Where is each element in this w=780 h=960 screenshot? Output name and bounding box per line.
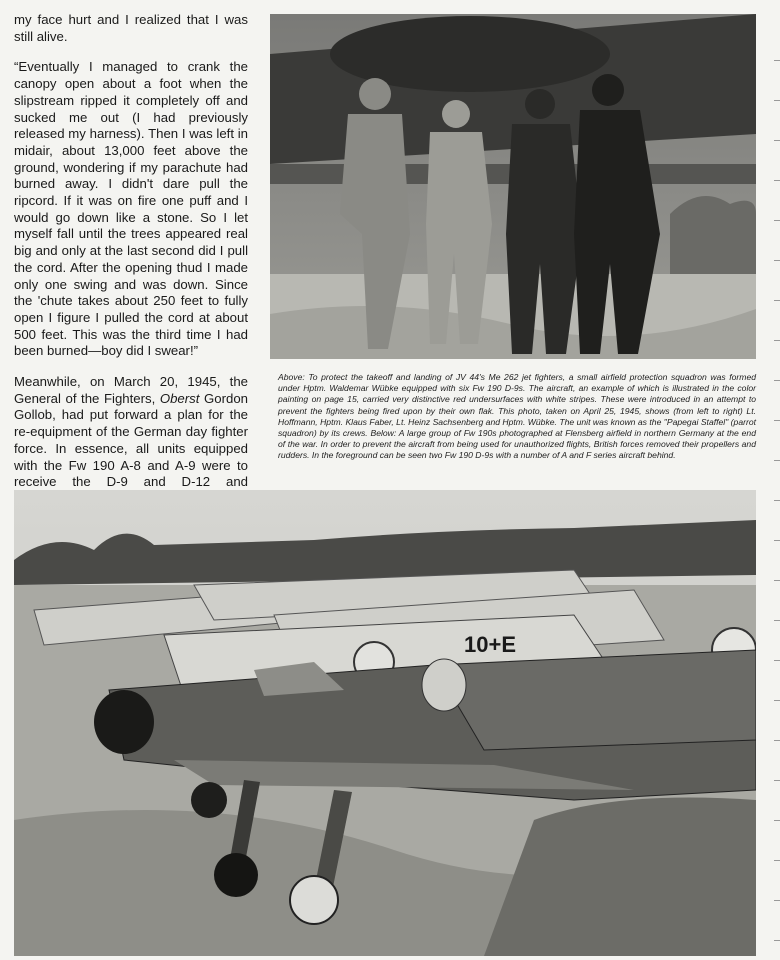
paragraph-text: Meanwhile, on March 20, 1945, the General of the Fighters,: [14, 374, 248, 406]
photo-caption: Above: To protect the takeoff and landing of JV 44's Me 262 jet fighters, a small airfield protection squadron was formed under Hptm. Waldemar Wübke equipped with six Fw 190 D-9s. The aircraft, an example of which is illustrated in the color painting on page 15, carried very distinctive red undersurfaces with white stripes. These were introduced in an attempt to prevent the fighters being fired upon by their own flak. This photo, taken on April 25, 1945, shows (from left to right) Lt. Hoffmann, Hptm. Klaus Faber, Lt. Heinz Sachsenberg and Hptm. Wübke. The unit was known as the "Papegai Staffel" (parrot squadron) by its crews. Below: A large group of Fw 190s photographed at Flensberg airfield in northern Germany at the end of the war. In order to prevent the aircraft from being used for unauthorized flights, British forces removed their propellers and rudders. In the foreground can be seen two Fw 190 D-9s with a number of A and F series aircraft behind.: [278, 372, 756, 461]
italic-rank: Oberst: [159, 390, 200, 406]
photo-four-pilots: [270, 14, 756, 359]
paragraph: “Eventually I managed to crank the canopy open about a foot when the slipstream ripped it completely off and sucked me out (I had previously released my harness). Then I was left in midair, about 13,000 feet above the ground, wondering if my parachute had burned away. I didn't dare pull the ripcord. If it was on fire one puff and I would go down like a stone. So I let myself fall until the trees appeared real big and only at the last second did I pull the cord. After the opening thud I made only one swing and was down. Since the 'chute takes about 250 feet to fully open I figure I pulled the cord at about 500 feet. This was the third time I had been burned—boy did I swear!”: [14, 59, 248, 359]
page-edge-marks: [772, 0, 780, 960]
fuselage-code-marking: 10+E: [464, 632, 516, 657]
photo-fw190-airfield: [14, 490, 756, 956]
body-text-column: [14, 12, 248, 572]
paragraph-text: Gordon Gollob, had put forward a plan for the re-equipment of the German day fighter force. In essence, all units equipped with the Fw 190 A-8 and A-9 were to receive the D-9 and D-12 and: [14, 390, 248, 490]
paragraph: my face hurt and I realized that I was still alive.: [14, 12, 248, 44]
